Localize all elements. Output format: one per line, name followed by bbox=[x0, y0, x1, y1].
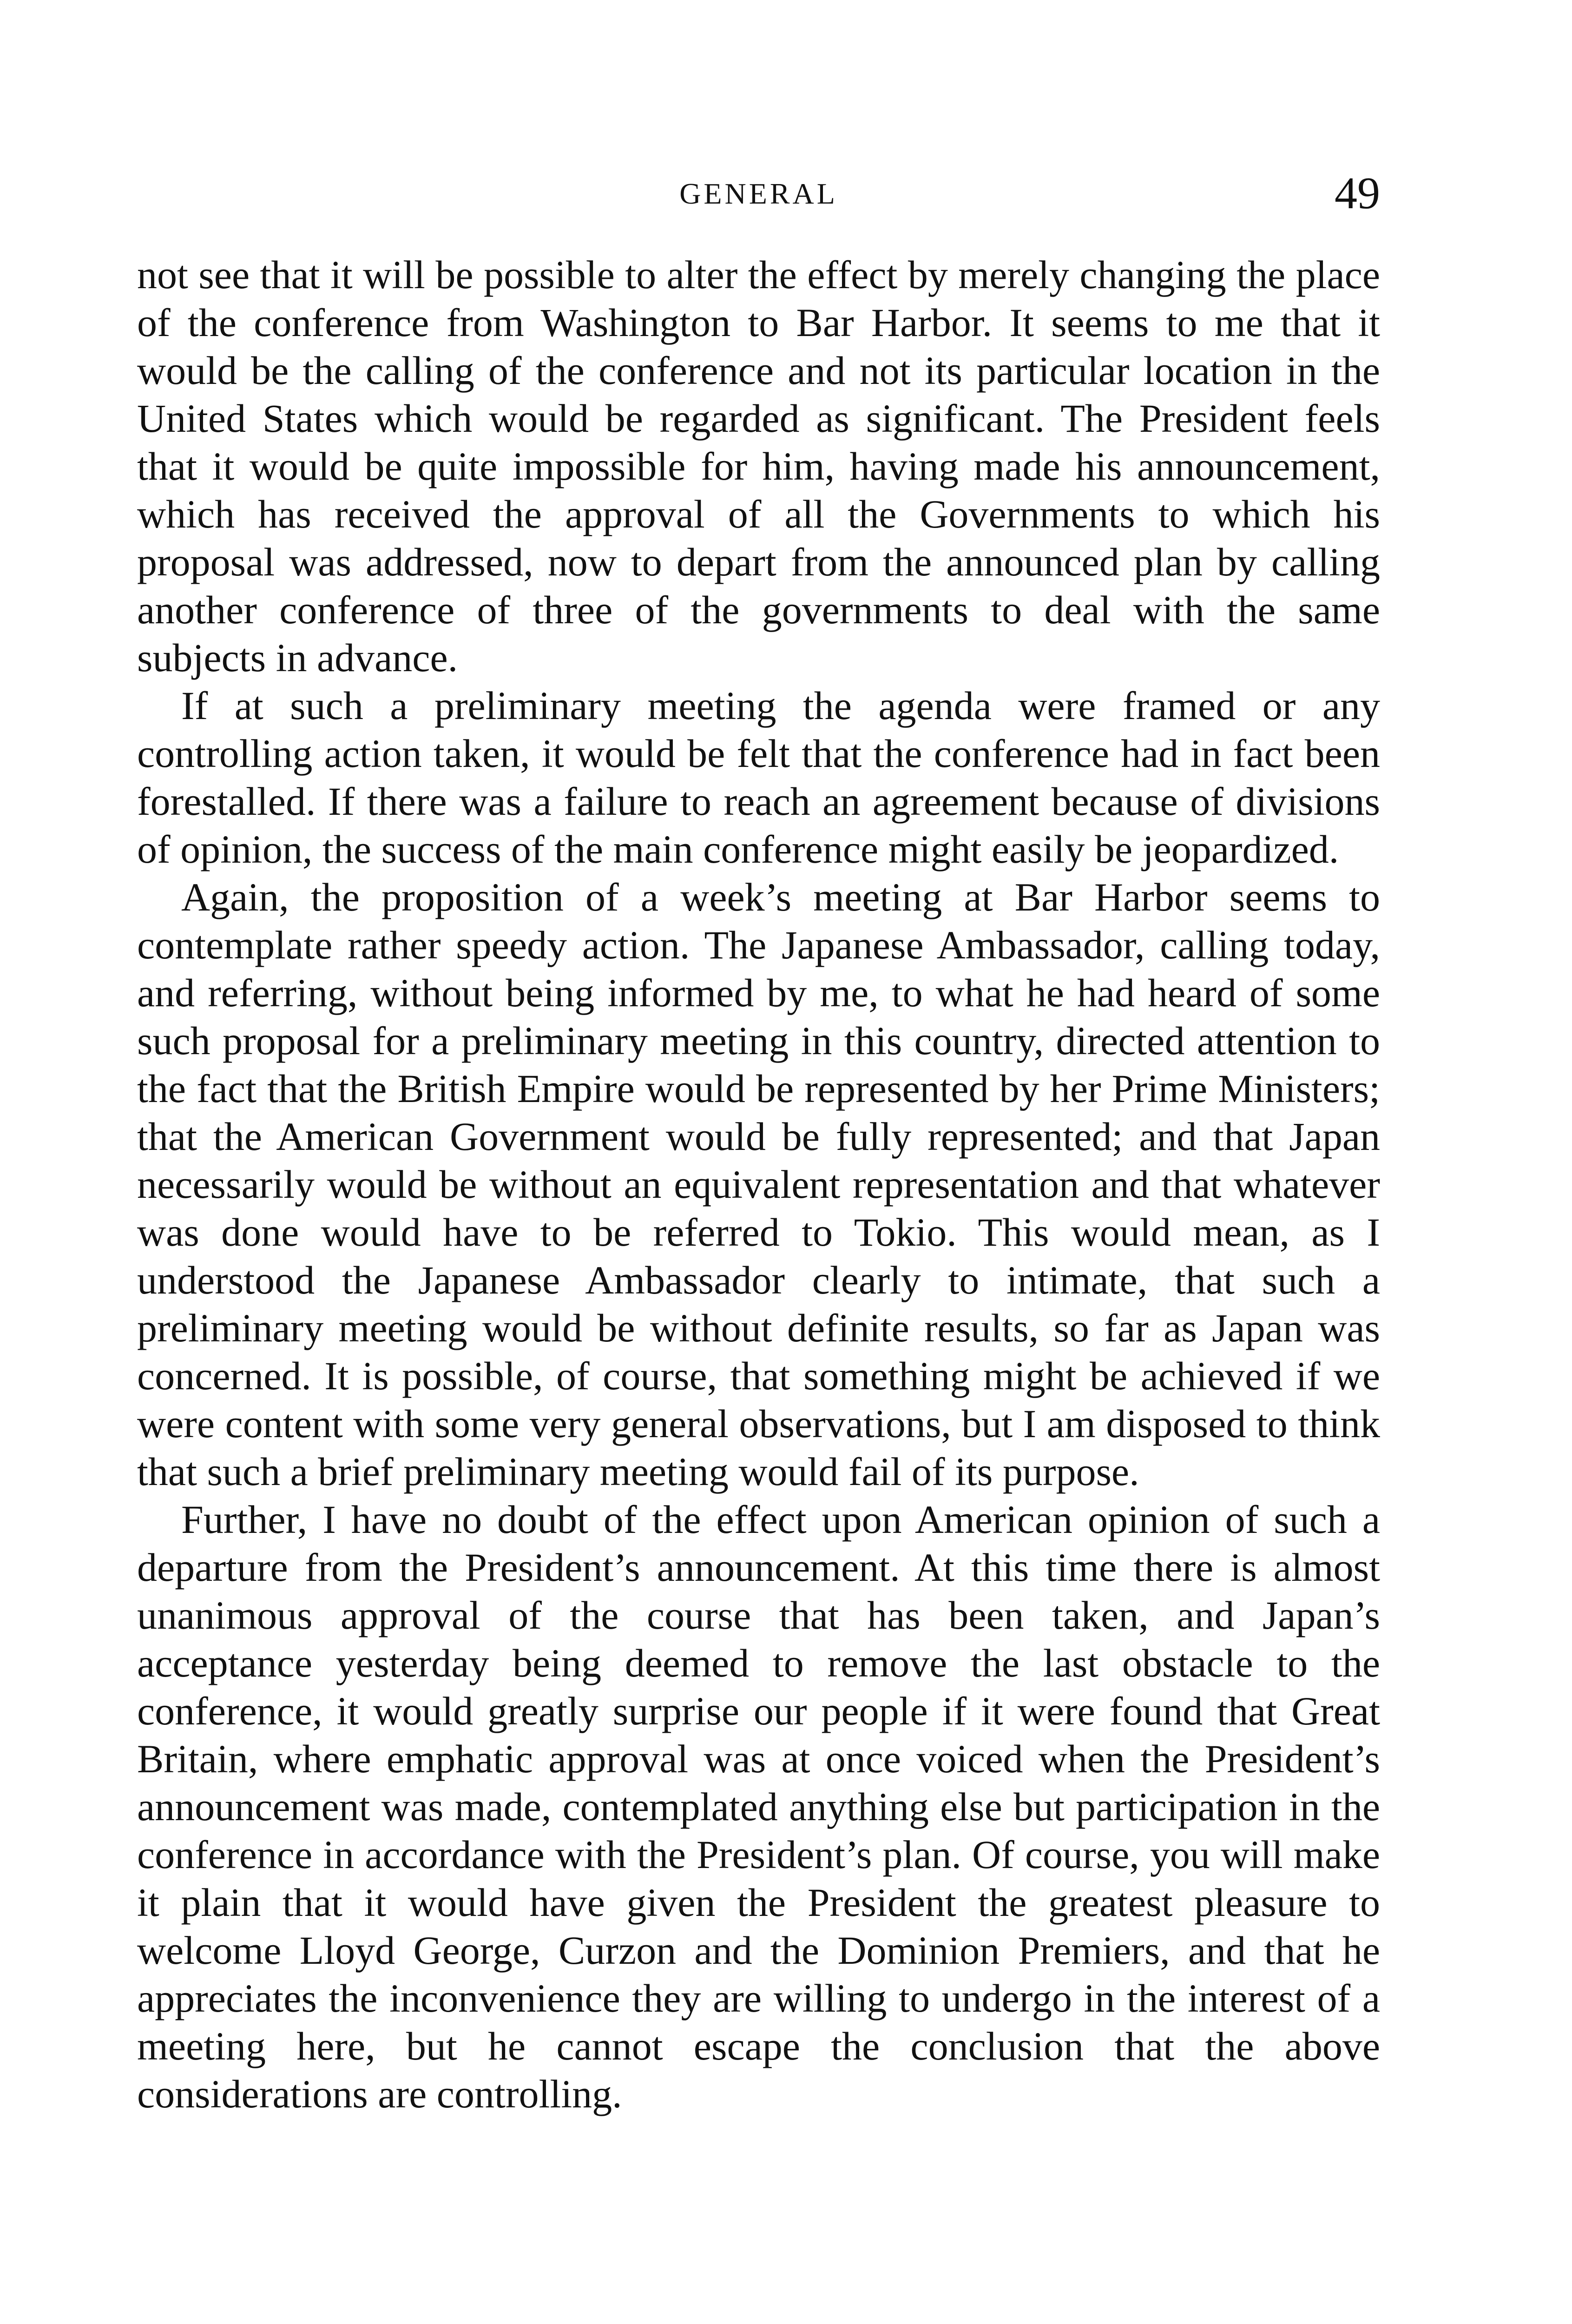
paragraph-american-opinion: Further, I have no doubt of the effect upon American opinion of such a departure from the President’s announcement. At this time there is almost unanimous approval of the course that has been taken, and Japan’s acceptance yesterday being deemed to remove the last obstacle to the conference, it would greatly surprise our people if it were found that Great Britain, where emphatic approval was at once voiced when the President’s announcement was made, contemplated anything else but participation in the conference in accordance with the President’s plan. Of course, you will make it plain that it would have given the President the greatest pleasure to welcome Lloyd George, Curzon and the Dominion Premiers, and that he appreciates the inconvenience they are willing to undergo in the interest of a meeting here, but he cannot escape the conclusion that the above considerations are controlling. bbox=[137, 1497, 1380, 2116]
running-head: GENERAL bbox=[679, 177, 838, 210]
page-header bbox=[137, 167, 1380, 218]
page-number: 49 bbox=[1335, 168, 1380, 218]
paragraph-continuation: not see that it will be possible to alter the effect by merely changing the place of the conference from Washington to Bar Harbor. It seems to me that it would be the calling of the conference and not its particular location in the United States which would be regarded as significant. The President feels that it would be quite impossible for him, having made his announcement, which has received the approval of all the Governments to which his proposal was addressed, now to depart from the announced plan by calling another conference of three of the governments to deal with the same subjects in advance. bbox=[137, 252, 1380, 680]
paragraph-bar-harbor-proposition: Again, the proposition of a week’s meeting at Bar Harbor seems to contemplate rather speedy action. The Japanese Ambassador, calling today, and referring, without being informed by me, to what he had heard of some such proposal for a preliminary meeting in this country, directed attention to the fact that the British Empire would be represented by her Prime Ministers; that the American Government would be fully represented; and that Japan necessarily would be without an equivalent representation and that whatever was done would have to be referred to Tokio. This would mean, as I understood the Japanese Ambassador clearly to intimate, that such a preliminary meeting would be without definite results, so far as Japan was concerned. It is possible, of course, that something might be achieved if we were content with some very general observations, but I am disposed to think that such a brief preliminary meeting would fail of its purpose. bbox=[137, 875, 1380, 1494]
paragraph-preliminary-meeting: If at such a preliminary meeting the agenda were framed or any controlling action taken, it would be felt that the conference had in fact been forestalled. If there was a failure to reach an agreement because of divisions of opinion, the success of the main conference might easily be jeopardized. bbox=[137, 683, 1380, 872]
body-text bbox=[137, 251, 1380, 2118]
